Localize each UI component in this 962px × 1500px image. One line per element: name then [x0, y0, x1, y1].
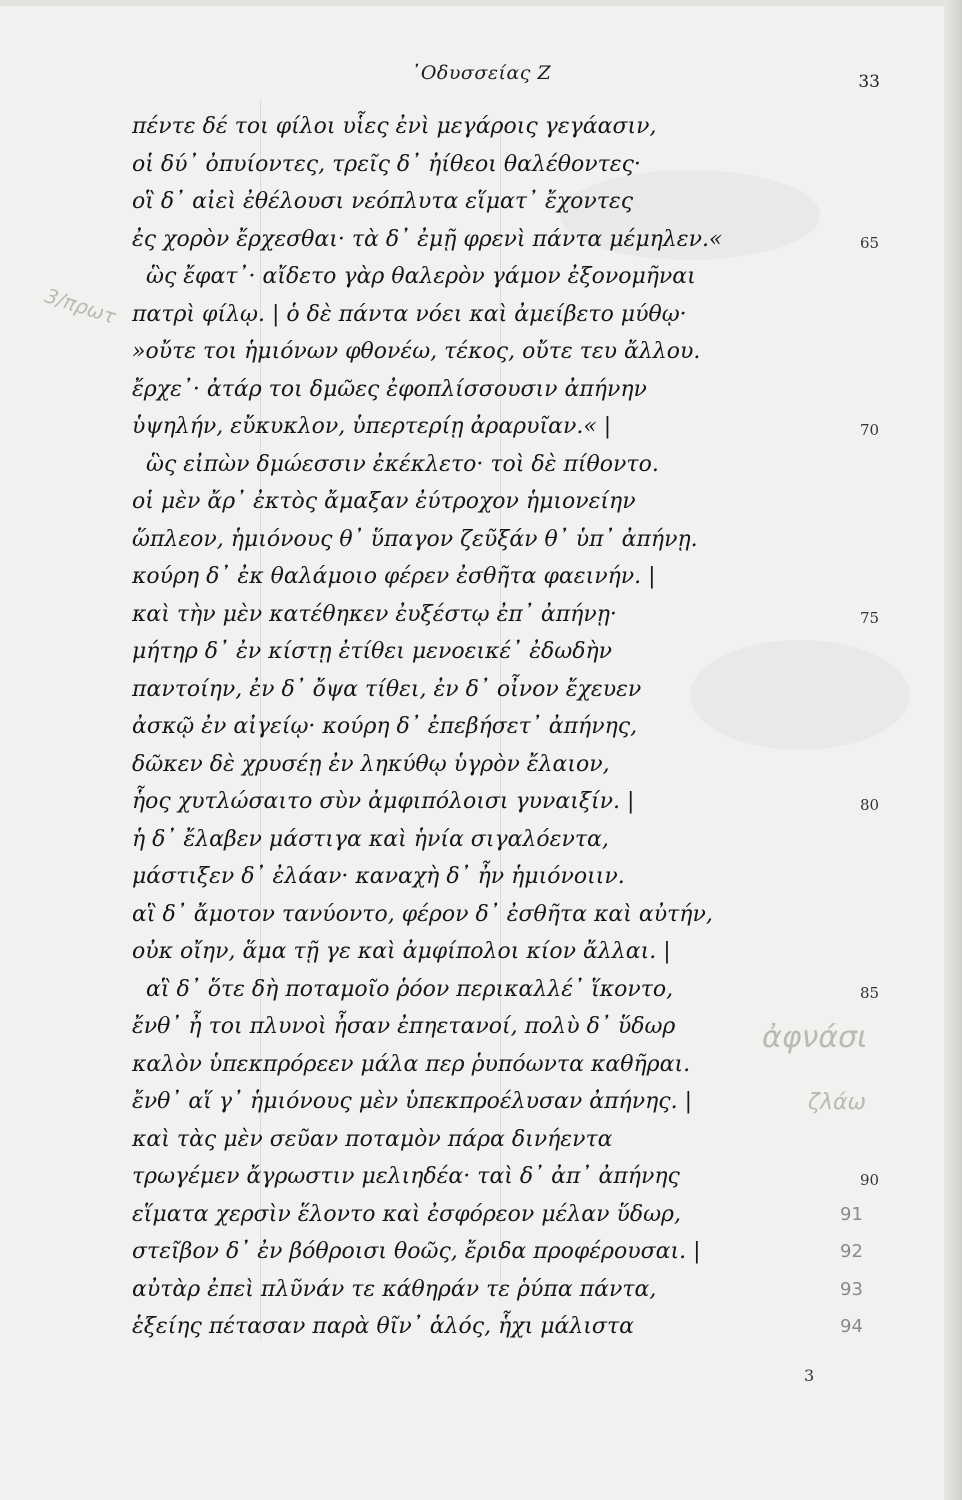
- verse-line: [132, 858, 862, 896]
- verse-text: παντοίην, ἐν δ᾿ ὄψα τίθει, ἐν δ᾿ οἶνον ἔχευεν: [132, 676, 642, 702]
- verse-text: ἀσκῷ ἐν αἰγείῳ· κούρη δ᾿ ἐπεβήσετ᾿ ἀπήνης,: [132, 714, 638, 739]
- pencil-note-right: ἀφνάσι: [762, 1020, 868, 1055]
- line-number: 65: [860, 233, 880, 252]
- verse-line: [132, 1008, 862, 1046]
- verse-text: οἳ δ᾿ αἰεὶ ἐθέλουσι νεόπλυτα εἵματ᾿ ἔχοντες: [132, 189, 634, 214]
- verse-line: [132, 221, 880, 259]
- verse-line: [132, 408, 880, 446]
- verse-text: πέντε δέ τοι φίλοι υἷες ἐνὶ μεγάροις γεγάασιν,: [132, 114, 657, 139]
- verse-line: [132, 1271, 862, 1309]
- verse-text: ὣς εἰπὼν δμώεσσιν ἐκέκλετο· τοὶ δὲ πίθοντο.: [146, 451, 659, 477]
- handwritten-line-number: 92: [840, 1241, 863, 1262]
- verse-text: καὶ τὰς μὲν σεῦαν ποταμὸν πάρα δινήεντα: [132, 1126, 613, 1152]
- verse-text: καλὸν ὑπεκπρόρεεν μάλα περ ῥυπόωντα καθῆραι.: [132, 1051, 691, 1077]
- verse-line: [132, 108, 862, 146]
- verse-line: [132, 821, 862, 859]
- verse-text: οἱ δύ᾿ ὀπυίοντες, τρεῖς δ᾿ ἠίθεοι θαλέθοντες·: [132, 151, 641, 177]
- verse-text: τρωγέμεν ἄγρωστιν μελιηδέα· ταὶ δ᾿ ἀπ᾿ ἀπήνης: [132, 1164, 680, 1189]
- verse-line: [132, 333, 862, 371]
- verse-text: ἔρχε᾿· ἀτάρ τοι δμῶες ἐφοπλίσσουσιν ἀπήνην: [132, 376, 647, 402]
- verse-line: [132, 446, 862, 484]
- verse-text: στεῖβον δ᾿ ἐν βόθροισι θοῶς, ἔριδα προφέρουσαι. |: [132, 1239, 701, 1264]
- verse-line: [132, 558, 862, 596]
- verse-line: [132, 183, 862, 221]
- verse-text: ἐς χορὸν ἔρχεσθαι· τὰ δ᾿ ἐμῇ φρενὶ πάντα μέμηλεν.«: [132, 226, 723, 252]
- verse-line: [132, 671, 862, 709]
- verse-text: πατρὶ φίλῳ. | ὁ δὲ πάντα νόει καὶ ἀμείβετο μύθῳ·: [132, 301, 687, 327]
- line-number: 80: [860, 796, 880, 814]
- running-head-title: ᾿Οδυσσείας Ζ: [410, 62, 552, 84]
- line-number: 90: [860, 1171, 880, 1189]
- verse-line: [132, 371, 862, 409]
- verse-text: ἔνθ᾿ ἦ τοι πλυνοὶ ἦσαν ἐπηετανοί, πολὺ δ᾿ ὕδωρ: [132, 1014, 676, 1039]
- verse-text: ὑψηλήν, εὔκυκλον, ὑπερτερίῃ ἀραρυῖαν.« |: [132, 414, 612, 439]
- verse-text: οὐκ οἴην, ἅμα τῇ γε καὶ ἀμφίπολοι κίον ἄλλαι. |: [132, 939, 671, 964]
- pencil-note-right: ζλάω: [808, 1090, 866, 1115]
- verse-text: καὶ τὴν μὲν κατέθηκεν ἐυξέστῳ ἐπ᾿ ἀπήνῃ·: [132, 601, 617, 627]
- pencil-note-left: 3/πρωτ: [42, 283, 119, 329]
- page-right-edge: [944, 0, 962, 1500]
- verse-line: [132, 146, 862, 184]
- verse-line: [132, 521, 862, 559]
- handwritten-line-number: 91: [840, 1203, 863, 1225]
- verse-line: [132, 1046, 862, 1084]
- verse-text: κούρη δ᾿ ἐκ θαλάμοιο φέρεν ἐσθῆτα φαεινήν. |: [132, 564, 656, 589]
- verse-text: μήτηρ δ᾿ ἐν κίστῃ ἐτίθει μενοεικέ᾿ ἐδωδὴν: [132, 639, 613, 664]
- page-top-edge: [0, 0, 962, 6]
- verse-line: [132, 483, 862, 521]
- verse-text: ἡ δ᾿ ἔλαβεν μάστιγα καὶ ἡνία σιγαλόεντα,: [132, 826, 609, 852]
- verse-text: εἵματα χερσὶν ἕλοντο καὶ ἐσφόρεον μέλαν ὕδωρ,: [132, 1201, 681, 1227]
- verse-text: μάστιξεν δ᾿ ἐλάαν· καναχὴ δ᾿ ἦν ἡμιόνοιιν.: [132, 864, 625, 889]
- handwritten-line-number: 93: [840, 1278, 863, 1300]
- verse-text: αἳ δ᾿ ὅτε δὴ ποταμοῖο ῥόον περικαλλέ᾿ ἵκοντο,: [146, 976, 674, 1002]
- page-number: 33: [858, 72, 880, 92]
- verse-line: [132, 783, 880, 821]
- signature-mark: 3: [804, 1366, 815, 1385]
- verse-text: ὥπλεον, ἡμιόνους θ᾿ ὕπαγον ζεῦξάν θ᾿ ὑπ᾿ ἀπήνῃ.: [132, 526, 698, 552]
- verse-text: ἧος χυτλώσαιτο σὺν ἀμφιπόλοισι γυναιξίν. |: [132, 789, 635, 814]
- verse-line: [132, 746, 862, 784]
- verse-block: [132, 108, 880, 1346]
- handwritten-line-number: 94: [840, 1316, 863, 1337]
- verse-text: ἑξείης πέτασαν παρὰ θῖν᾿ ἁλός, ἧχι μάλιστα: [132, 1314, 634, 1339]
- verse-line: [132, 1233, 862, 1271]
- verse-line: [132, 1308, 862, 1346]
- verse-text: οἱ μὲν ἄρ᾿ ἐκτὸς ἄμαξαν ἐύτροχον ἡμιονείην: [132, 489, 636, 514]
- verse-line: [132, 708, 862, 746]
- line-number: 75: [860, 608, 880, 627]
- line-number: 85: [860, 983, 880, 1002]
- verse-line: [132, 258, 862, 296]
- verse-text: αὐτὰρ ἐπεὶ πλῦνάν τε κάθηράν τε ῥύπα πάντα,: [132, 1276, 657, 1302]
- verse-line: [132, 1158, 880, 1196]
- verse-line: [132, 933, 862, 971]
- line-number: 70: [860, 421, 880, 439]
- verse-line: [132, 1196, 862, 1234]
- verse-line: [132, 971, 880, 1009]
- verse-line: [132, 296, 862, 334]
- verse-text: ὣς ἔφατ᾿· αἴδετο γὰρ θαλερὸν γάμον ἐξονομῆναι: [146, 264, 696, 289]
- verse-text: ἔνθ᾿ αἵ γ᾿ ἡμιόνους μὲν ὑπεκπροέλυσαν ἀπήνης. |: [132, 1089, 693, 1114]
- verse-line: [132, 633, 862, 671]
- verse-line: [132, 596, 880, 634]
- verse-line: [132, 1121, 862, 1159]
- verse-line: [132, 1083, 862, 1121]
- verse-line: [132, 896, 862, 934]
- verse-text: αἳ δ᾿ ἄμοτον τανύοντο, φέρον δ᾿ ἐσθῆτα καὶ αὐτήν,: [132, 901, 713, 927]
- verse-text: δῶκεν δὲ χρυσέῃ ἐν ληκύθῳ ὑγρὸν ἔλαιον,: [132, 751, 610, 777]
- verse-text: »οὔτε τοι ἡμιόνων φθονέω, τέκος, οὔτε τευ ἄλλου.: [132, 339, 701, 364]
